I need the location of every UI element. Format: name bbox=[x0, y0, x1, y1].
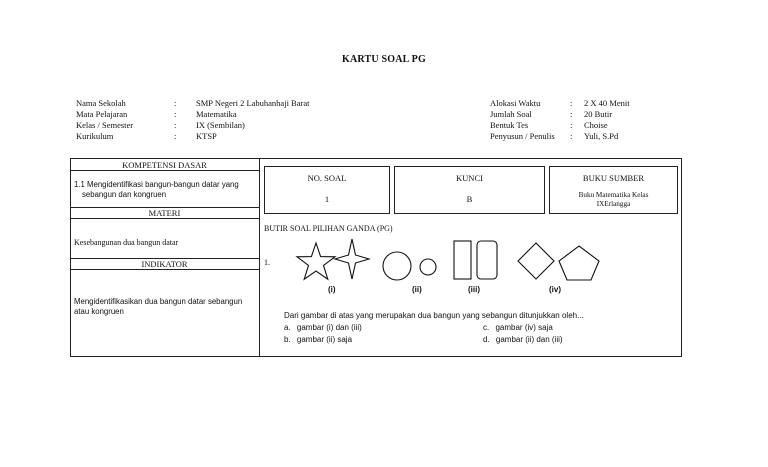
panel-divider bbox=[259, 158, 260, 357]
info-value: IX (Sembilan) bbox=[196, 120, 245, 130]
figures bbox=[290, 236, 610, 284]
question-number: 1. bbox=[264, 258, 270, 267]
info-label: Alokasi Waktu bbox=[490, 98, 541, 108]
option-text: gambar (ii) saja bbox=[296, 335, 353, 344]
info-label: Jumlah Soal bbox=[490, 109, 532, 119]
info-left-labels bbox=[76, 98, 133, 142]
info-label: Penyusun / Penulis bbox=[490, 131, 555, 141]
page-title: KARTU SOAL PG bbox=[342, 54, 426, 65]
info-value: SMP Negeri 2 Labuhanhaji Barat bbox=[196, 98, 310, 108]
kompetensi-text: 1.1 Mengidentifikasi bangun-bangun datar yang bbox=[74, 180, 239, 189]
kompetensi-header-line bbox=[70, 170, 259, 171]
info-separator: : bbox=[570, 109, 573, 119]
kunci-label: KUNCI bbox=[456, 173, 483, 183]
option-letter: c. bbox=[483, 323, 490, 332]
info-right-separators bbox=[570, 98, 572, 142]
figure-label-i: (i) bbox=[328, 285, 336, 294]
option-a bbox=[284, 323, 362, 332]
option-text: gambar (ii) dan (iii) bbox=[495, 335, 563, 344]
info-value: 2 X 40 Menit bbox=[584, 98, 630, 108]
kompetensi-text-cont: sebangun dan kongruen bbox=[82, 190, 167, 199]
info-label: Bentuk Tes bbox=[490, 120, 529, 130]
info-separator: : bbox=[174, 98, 177, 108]
buku-sumber-value: Buku Matematika Kelas bbox=[578, 191, 649, 199]
rectangle-shape bbox=[454, 241, 471, 279]
indikator-header-bottom-line bbox=[70, 269, 259, 270]
info-right-labels bbox=[490, 98, 555, 142]
info-separator: : bbox=[174, 120, 177, 130]
option-letter: b. bbox=[284, 335, 291, 344]
info-value: KTSP bbox=[196, 131, 217, 141]
indikator-text: Mengidentifikasikan dua bangun datar sebangun bbox=[74, 297, 243, 306]
indikator-header: INDIKATOR bbox=[141, 259, 188, 269]
figure-label-ii: (ii) bbox=[412, 285, 422, 294]
figure-label-iv: (iv) bbox=[549, 285, 561, 294]
kunci-box bbox=[394, 166, 545, 214]
no-soal-box bbox=[264, 166, 390, 214]
buku-sumber-box bbox=[549, 166, 678, 214]
info-separator: : bbox=[174, 131, 177, 141]
option-letter: a. bbox=[284, 323, 291, 332]
option-c bbox=[483, 323, 553, 332]
info-value: 20 Butir bbox=[584, 109, 613, 119]
info-separator: : bbox=[570, 120, 573, 130]
section-title: BUTIR SOAL PILIHAN GANDA (PG) bbox=[264, 224, 393, 233]
buku-sumber-label: BUKU SUMBER bbox=[582, 173, 645, 183]
materi-header: MATERI bbox=[148, 208, 181, 218]
info-separator: : bbox=[570, 98, 573, 108]
materi-text: Kesebangunan dua bangun datar bbox=[74, 238, 179, 247]
info-label: Mata Pelajaran bbox=[76, 109, 128, 119]
star-shape bbox=[297, 243, 335, 279]
info-label: Kelas / Semester bbox=[76, 120, 134, 130]
info-label: Kurikulum bbox=[76, 131, 114, 141]
rounded-rectangle-shape bbox=[477, 241, 497, 279]
option-d bbox=[483, 335, 563, 344]
thin-star-shape bbox=[335, 239, 369, 279]
option-letter: d. bbox=[483, 335, 490, 344]
info-value: Matematika bbox=[196, 109, 237, 119]
question-text: Dari gambar di atas yang merupakan dua bangun yang sebangun ditunjukkan oleh... bbox=[284, 311, 584, 320]
kunci-value: B bbox=[466, 194, 473, 204]
info-left-values bbox=[196, 98, 309, 142]
buku-sumber-value-cont: IXErlangga bbox=[596, 200, 631, 208]
info-value: Yuli, S.Pd bbox=[584, 131, 619, 141]
info-label: Nama Sekolah bbox=[76, 98, 126, 108]
large-circle-shape bbox=[383, 252, 411, 280]
no-soal-value: 1 bbox=[324, 194, 330, 204]
info-right-values bbox=[584, 98, 630, 142]
info-left-separators bbox=[174, 98, 176, 142]
materi-header-bottom-line bbox=[70, 218, 259, 219]
option-text: gambar (i) dan (iii) bbox=[296, 323, 362, 332]
small-circle-shape bbox=[420, 259, 436, 275]
diamond-shape bbox=[518, 243, 554, 279]
info-separator: : bbox=[570, 131, 573, 141]
pentagon-shape bbox=[559, 246, 599, 280]
indikator-text-cont: atau kongruen bbox=[74, 307, 124, 316]
kompetensi-header: KOMPETENSI DASAR bbox=[122, 160, 207, 170]
info-separator: : bbox=[174, 109, 177, 119]
info-value: Choise bbox=[584, 120, 608, 130]
figure-label-iii: (iii) bbox=[468, 285, 480, 294]
option-text: gambar (iv) saja bbox=[495, 323, 553, 332]
no-soal-label: NO. SOAL bbox=[307, 173, 347, 183]
option-b bbox=[284, 335, 352, 344]
